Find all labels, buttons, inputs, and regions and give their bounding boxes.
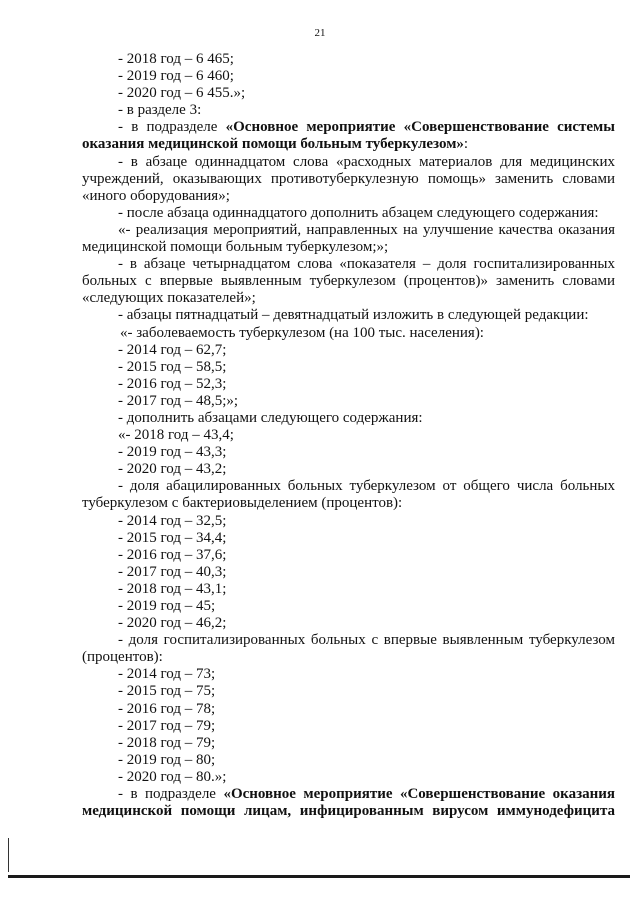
- text-line: - 2014 год – 32,5;: [118, 512, 227, 529]
- text-line: туберкулезом с бактериовыделением (процентов):: [82, 495, 403, 512]
- text-line: медицинской помощи больным туберкулезом;»;: [82, 239, 389, 256]
- text-line: больных с впервые выявленным туберкулезом (процентов)» заменить словами: [82, 273, 615, 290]
- text-line: - 2019 год – 6 460;: [118, 68, 234, 85]
- text-line: - 2016 год – 37,6;: [118, 546, 227, 563]
- bold-heading-fragment: оказания медицинской помощи больным туберкулезом»: [82, 136, 464, 153]
- text-line: - абзацы пятнадцатый – девятнадцатый изложить в следующей редакции:: [118, 307, 589, 324]
- text-fragment: - в подразделе: [118, 119, 226, 136]
- text-line: - 2014 год – 73;: [118, 666, 216, 683]
- bold-heading-fragment: «Основное мероприятие «Совершенствование системы: [225, 119, 615, 136]
- text-line: - 2016 год – 52,3;: [118, 375, 227, 392]
- text-line: - 2018 год – 43,1;: [118, 580, 227, 597]
- document-body: [82, 51, 615, 820]
- text-line: - доля госпитализированных больных с впервые выявленным туберкулезом: [118, 632, 615, 649]
- text-line: - доля абацилированных больных туберкулезом от общего числа больных: [118, 478, 615, 495]
- text-line: - после абзаца одиннадцатого дополнить абзацем следующего содержания:: [118, 204, 599, 221]
- text-line: - 2014 год – 62,7;: [118, 341, 227, 358]
- text-line: - дополнить абзацами следующего содержания:: [118, 409, 423, 426]
- text-line: - 2020 год – 43,2;: [118, 461, 227, 478]
- text-line: «- реализация мероприятий, направленных на улучшение качества оказания: [118, 221, 615, 238]
- text-line: «- заболеваемость туберкулезом (на 100 тыс. населения):: [120, 324, 484, 341]
- text-line: - в разделе 3:: [118, 102, 202, 119]
- page-number: 21: [314, 27, 326, 39]
- text-line: «иного оборудования»;: [82, 187, 230, 204]
- text-line: - 2017 год – 40,3;: [118, 563, 227, 580]
- text-line: - 2017 год – 79;: [118, 717, 216, 734]
- text-line: - 2018 год – 6 465;: [118, 51, 234, 67]
- text-line: учреждений, оказывающих противотуберкулезную помощь» заменить словами: [82, 170, 615, 187]
- text-line: - 2017 год – 48,5;»;: [118, 392, 239, 409]
- text-line: - 2015 год – 75;: [118, 683, 216, 700]
- text-line: [82, 786, 615, 803]
- text-fragment: - в подразделе: [118, 786, 224, 803]
- text-line: «следующих показателей»;: [82, 290, 256, 307]
- text-fragment: :: [463, 136, 469, 153]
- text-line: - в абзаце одиннадцатом слова «расходных материалов для медицинских: [118, 153, 615, 170]
- text-line: (процентов):: [82, 649, 163, 666]
- text-line: [82, 136, 615, 153]
- bold-heading-fragment: медицинской помощи лицам, инфицированным вирусом иммунодефицита: [82, 803, 615, 820]
- text-line: - 2020 год – 6 455.»;: [118, 85, 246, 102]
- text-line: - 2015 год – 58,5;: [118, 358, 227, 375]
- text-line: «- 2018 год – 43,4;: [118, 427, 234, 444]
- text-line: - 2019 год – 45;: [118, 598, 216, 614]
- text-line: - 2019 год – 80;: [118, 751, 216, 768]
- text-line: - в абзаце четырнадцатом слова «показателя – доля госпитализированных: [118, 256, 615, 273]
- text-line: - 2020 год – 46,2;: [118, 615, 227, 632]
- text-line: [82, 803, 615, 820]
- text-line: [82, 119, 615, 136]
- text-line: - 2015 год – 34,4;: [118, 529, 227, 546]
- bold-heading-fragment: «Основное мероприятие «Совершенствование оказания: [223, 786, 615, 803]
- margin-mark: [8, 838, 9, 872]
- text-line: - 2018 год – 79;: [118, 734, 216, 751]
- text-line: - 2020 год – 80.»;: [118, 768, 227, 785]
- bottom-rule: [8, 875, 630, 878]
- text-line: - 2019 год – 43,3;: [118, 444, 227, 461]
- text-line: - 2016 год – 78;: [118, 700, 216, 717]
